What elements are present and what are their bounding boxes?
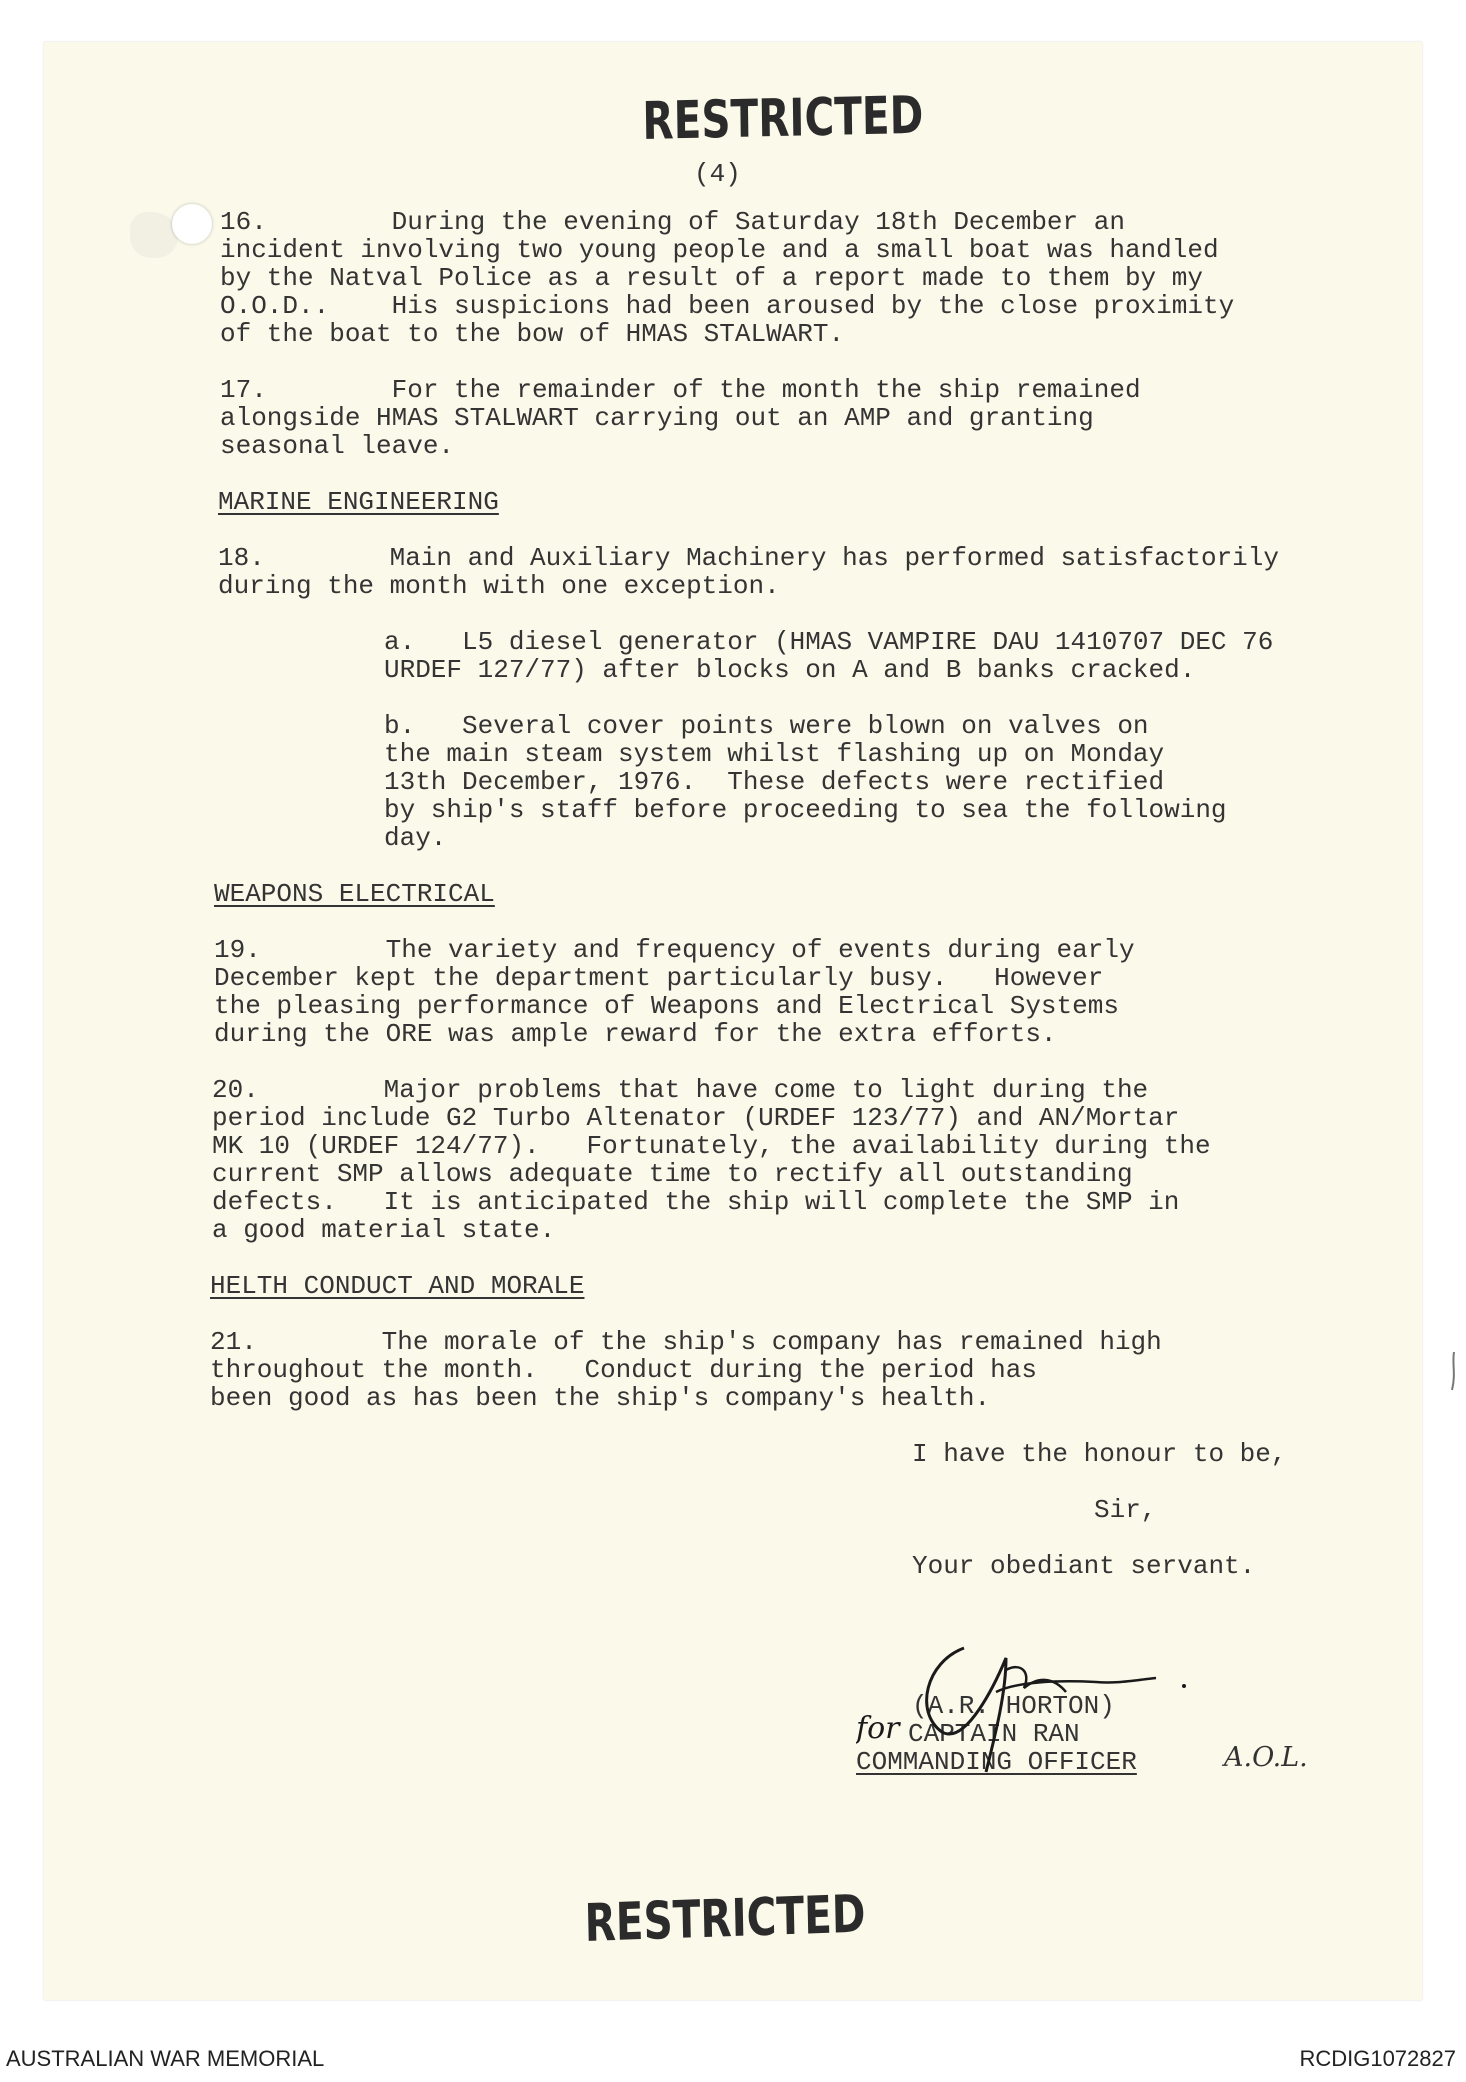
heading-marine-engineering: MARINE ENGINEERING [218,487,499,517]
para18-line: 18. Main and Auxiliary Machinery has performed satisfactorily [218,543,1279,573]
para16-line: by the Natval Police as a result of a report made to them by my [220,263,1203,293]
signature-for: for [856,1711,900,1746]
page-number: (4) [694,159,741,189]
para20-line: period include G2 Turbo Altenator (URDEF 123/77) and AN/Mortar [212,1103,1180,1133]
para21-line: throughout the month. Conduct during the period has [210,1355,1037,1385]
signatory-rank: CAPTAIN RAN [908,1719,1080,1749]
para20-line: defects. It is anticipated the ship will complete the SMP in [212,1187,1180,1217]
torn-corner [130,212,178,258]
para20-line: 20. Major problems that have come to light during the [212,1075,1149,1105]
para16-line: of the boat to the bow of HMAS STALWART. [220,319,845,349]
para18-line: during the month with one exception. [218,571,780,601]
item-b-line: 13th December, 1976. These defects were rectified [384,767,1165,797]
signatory-name: (A.R. HORTON) [912,1691,1115,1721]
para19-line: December kept the department particularly busy. However [214,963,1104,993]
closing-servant: Your obediant servant. [912,1551,1256,1581]
item-b-line: the main steam system whilst flashing up on Monday [384,739,1165,769]
para17-line: seasonal leave. [220,431,455,461]
para20-line: a good material state. [212,1215,556,1245]
closing-honour: I have the honour to be, [912,1439,1287,1469]
document-page [44,42,1422,2000]
item-b-line: by ship's staff before proceeding to sea the following [384,795,1227,825]
item-b-line: b. Several cover points were blown on valves on [384,711,1149,741]
item-b-line: day. [384,823,447,853]
item-a-line: URDEF 127/77) after blocks on A and B banks cracked. [384,655,1196,685]
heading-weapons-electrical: WEAPONS ELECTRICAL [214,879,495,909]
para16-line: O.O.D.. His suspicions had been aroused by the close proximity [220,291,1235,321]
para16-line: 16. During the evening of Saturday 18th December an [220,207,1125,237]
handwritten-initials: A.O.L. [1224,1742,1308,1773]
closing-sir: Sir, [1094,1495,1157,1525]
restricted-stamp-bottom: RESTRICTED [584,1884,867,1954]
signatory-role: COMMANDING OFFICER [856,1747,1137,1777]
handwritten-signature [856,1622,1226,1782]
punch-hole [172,204,212,244]
para19-line: during the ORE was ample reward for the extra efforts. [214,1019,1057,1049]
footer-archive-name: AUSTRALIAN WAR MEMORIAL [6,2046,325,2071]
footer-record-id: RCDIG1072827 [1299,2046,1456,2071]
edge-mark [1448,1350,1460,1394]
para21-line: 21. The morale of the ship's company has remained high [210,1327,1162,1357]
para19-line: 19. The variety and frequency of events during early [214,935,1135,965]
para20-line: current SMP allows adequate time to rectify all outstanding [212,1159,1133,1189]
para20-line: MK 10 (URDEF 124/77). Fortunately, the availability during the [212,1131,1211,1161]
para17-line: 17. For the remainder of the month the ship remained [220,375,1141,405]
para16-line: incident involving two young people and a small boat was handled [220,235,1219,265]
heading-health-conduct-morale: HELTH CONDUCT AND MORALE [210,1271,585,1301]
para17-line: alongside HMAS STALWART carrying out an AMP and granting [220,403,1094,433]
restricted-stamp-top: RESTRICTED [642,85,924,152]
item-a-line: a. L5 diesel generator (HMAS VAMPIRE DAU 1410707 DEC 76 [384,627,1274,657]
para19-line: the pleasing performance of Weapons and Electrical Systems [214,991,1119,1021]
para21-line: been good as has been the ship's company's health. [210,1383,991,1413]
